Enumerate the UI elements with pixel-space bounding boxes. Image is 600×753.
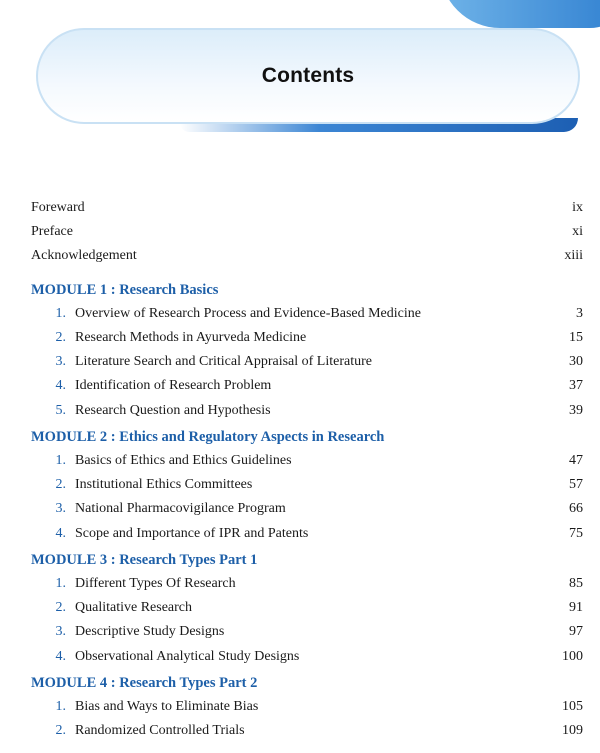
toc-entry[interactable]	[0, 696, 600, 718]
front-matter-page: ix	[572, 200, 583, 215]
module-3-heading: MODULE 3 : Research Types Part 1	[31, 552, 258, 568]
entry-title: Descriptive Study Designs	[75, 624, 225, 639]
entry-page: 91	[569, 600, 583, 615]
entry-page: 105	[562, 699, 583, 714]
entry-page: 109	[562, 723, 583, 738]
entry-number: 5.	[55, 403, 66, 418]
module-4-heading: MODULE 4 : Research Types Part 2	[31, 675, 258, 691]
module-2-heading: MODULE 2 : Ethics and Regulatory Aspects in Research	[31, 429, 385, 445]
entry-title: Bias and Ways to Eliminate Bias	[75, 699, 259, 714]
entry-page: 85	[569, 576, 583, 591]
front-matter-label: Foreward	[31, 200, 85, 215]
entry-title: Basics of Ethics and Ethics Guidelines	[75, 453, 292, 468]
title-banner	[36, 28, 580, 124]
entry-page: 30	[569, 354, 583, 369]
entry-title: Institutional Ethics Committees	[75, 477, 253, 492]
entry-number: 1.	[55, 576, 66, 591]
entry-page: 39	[569, 403, 583, 418]
front-matter-row[interactable]	[0, 221, 600, 243]
toc-entry[interactable]	[0, 400, 600, 422]
toc-entry[interactable]	[0, 573, 600, 595]
entry-title: National Pharmacovigilance Program	[75, 501, 286, 516]
entry-number: 4.	[55, 649, 66, 664]
entry-page: 15	[569, 330, 583, 345]
toc-entry[interactable]	[0, 646, 600, 668]
toc-entry[interactable]	[0, 597, 600, 619]
corner-decoration	[440, 0, 600, 28]
entry-page: 100	[562, 649, 583, 664]
front-matter-row[interactable]	[0, 245, 600, 267]
entry-title: Research Methods in Ayurveda Medicine	[75, 330, 307, 345]
entry-number: 2.	[55, 600, 66, 615]
toc-entry[interactable]	[0, 523, 600, 545]
toc-entry[interactable]	[0, 303, 600, 325]
toc-entry[interactable]	[0, 498, 600, 520]
page-title: Contents	[261, 64, 355, 87]
toc-entry[interactable]	[0, 450, 600, 472]
entry-page: 57	[569, 477, 583, 492]
toc-entry[interactable]	[0, 621, 600, 643]
entry-page: 66	[569, 501, 583, 516]
entry-number: 3.	[55, 501, 66, 516]
entry-page: 3	[576, 306, 583, 321]
front-matter-page: xi	[572, 224, 583, 239]
entry-title: Different Types Of Research	[75, 576, 236, 591]
entry-title: Scope and Importance of IPR and Patents	[75, 526, 309, 541]
toc-entry[interactable]	[0, 375, 600, 397]
entry-title: Literature Search and Critical Appraisal of Literature	[75, 354, 372, 369]
toc-entry[interactable]	[0, 351, 600, 373]
entry-number: 1.	[55, 699, 66, 714]
toc-entry[interactable]	[0, 327, 600, 349]
entry-number: 4.	[55, 526, 66, 541]
entry-title: Overview of Research Process and Evidence-Based Medicine	[75, 306, 421, 321]
entry-page: 97	[569, 624, 583, 639]
entry-number: 1.	[55, 306, 66, 321]
entry-number: 1.	[55, 453, 66, 468]
entry-number: 3.	[55, 354, 66, 369]
entry-title: Research Question and Hypothesis	[75, 403, 271, 418]
front-matter-page: xiii	[564, 248, 583, 263]
front-matter-label: Preface	[31, 224, 73, 239]
entry-page: 47	[569, 453, 583, 468]
entry-title: Qualitative Research	[75, 600, 193, 615]
entry-number: 2.	[55, 723, 66, 738]
entry-page: 75	[569, 526, 583, 541]
entry-title: Observational Analytical Study Designs	[75, 649, 300, 664]
entry-number: 4.	[55, 378, 66, 393]
front-matter-label: Acknowledgement	[31, 248, 137, 263]
entry-number: 2.	[55, 477, 66, 492]
front-matter-row[interactable]	[0, 197, 600, 219]
toc-entry[interactable]	[0, 720, 600, 742]
entry-number: 2.	[55, 330, 66, 345]
entry-title: Identification of Research Problem	[75, 378, 272, 393]
entry-number: 3.	[55, 624, 66, 639]
module-1-heading: MODULE 1 : Research Basics	[31, 282, 219, 298]
entry-title: Randomized Controlled Trials	[75, 723, 245, 738]
entry-page: 37	[569, 378, 583, 393]
toc-entry[interactable]	[0, 474, 600, 496]
